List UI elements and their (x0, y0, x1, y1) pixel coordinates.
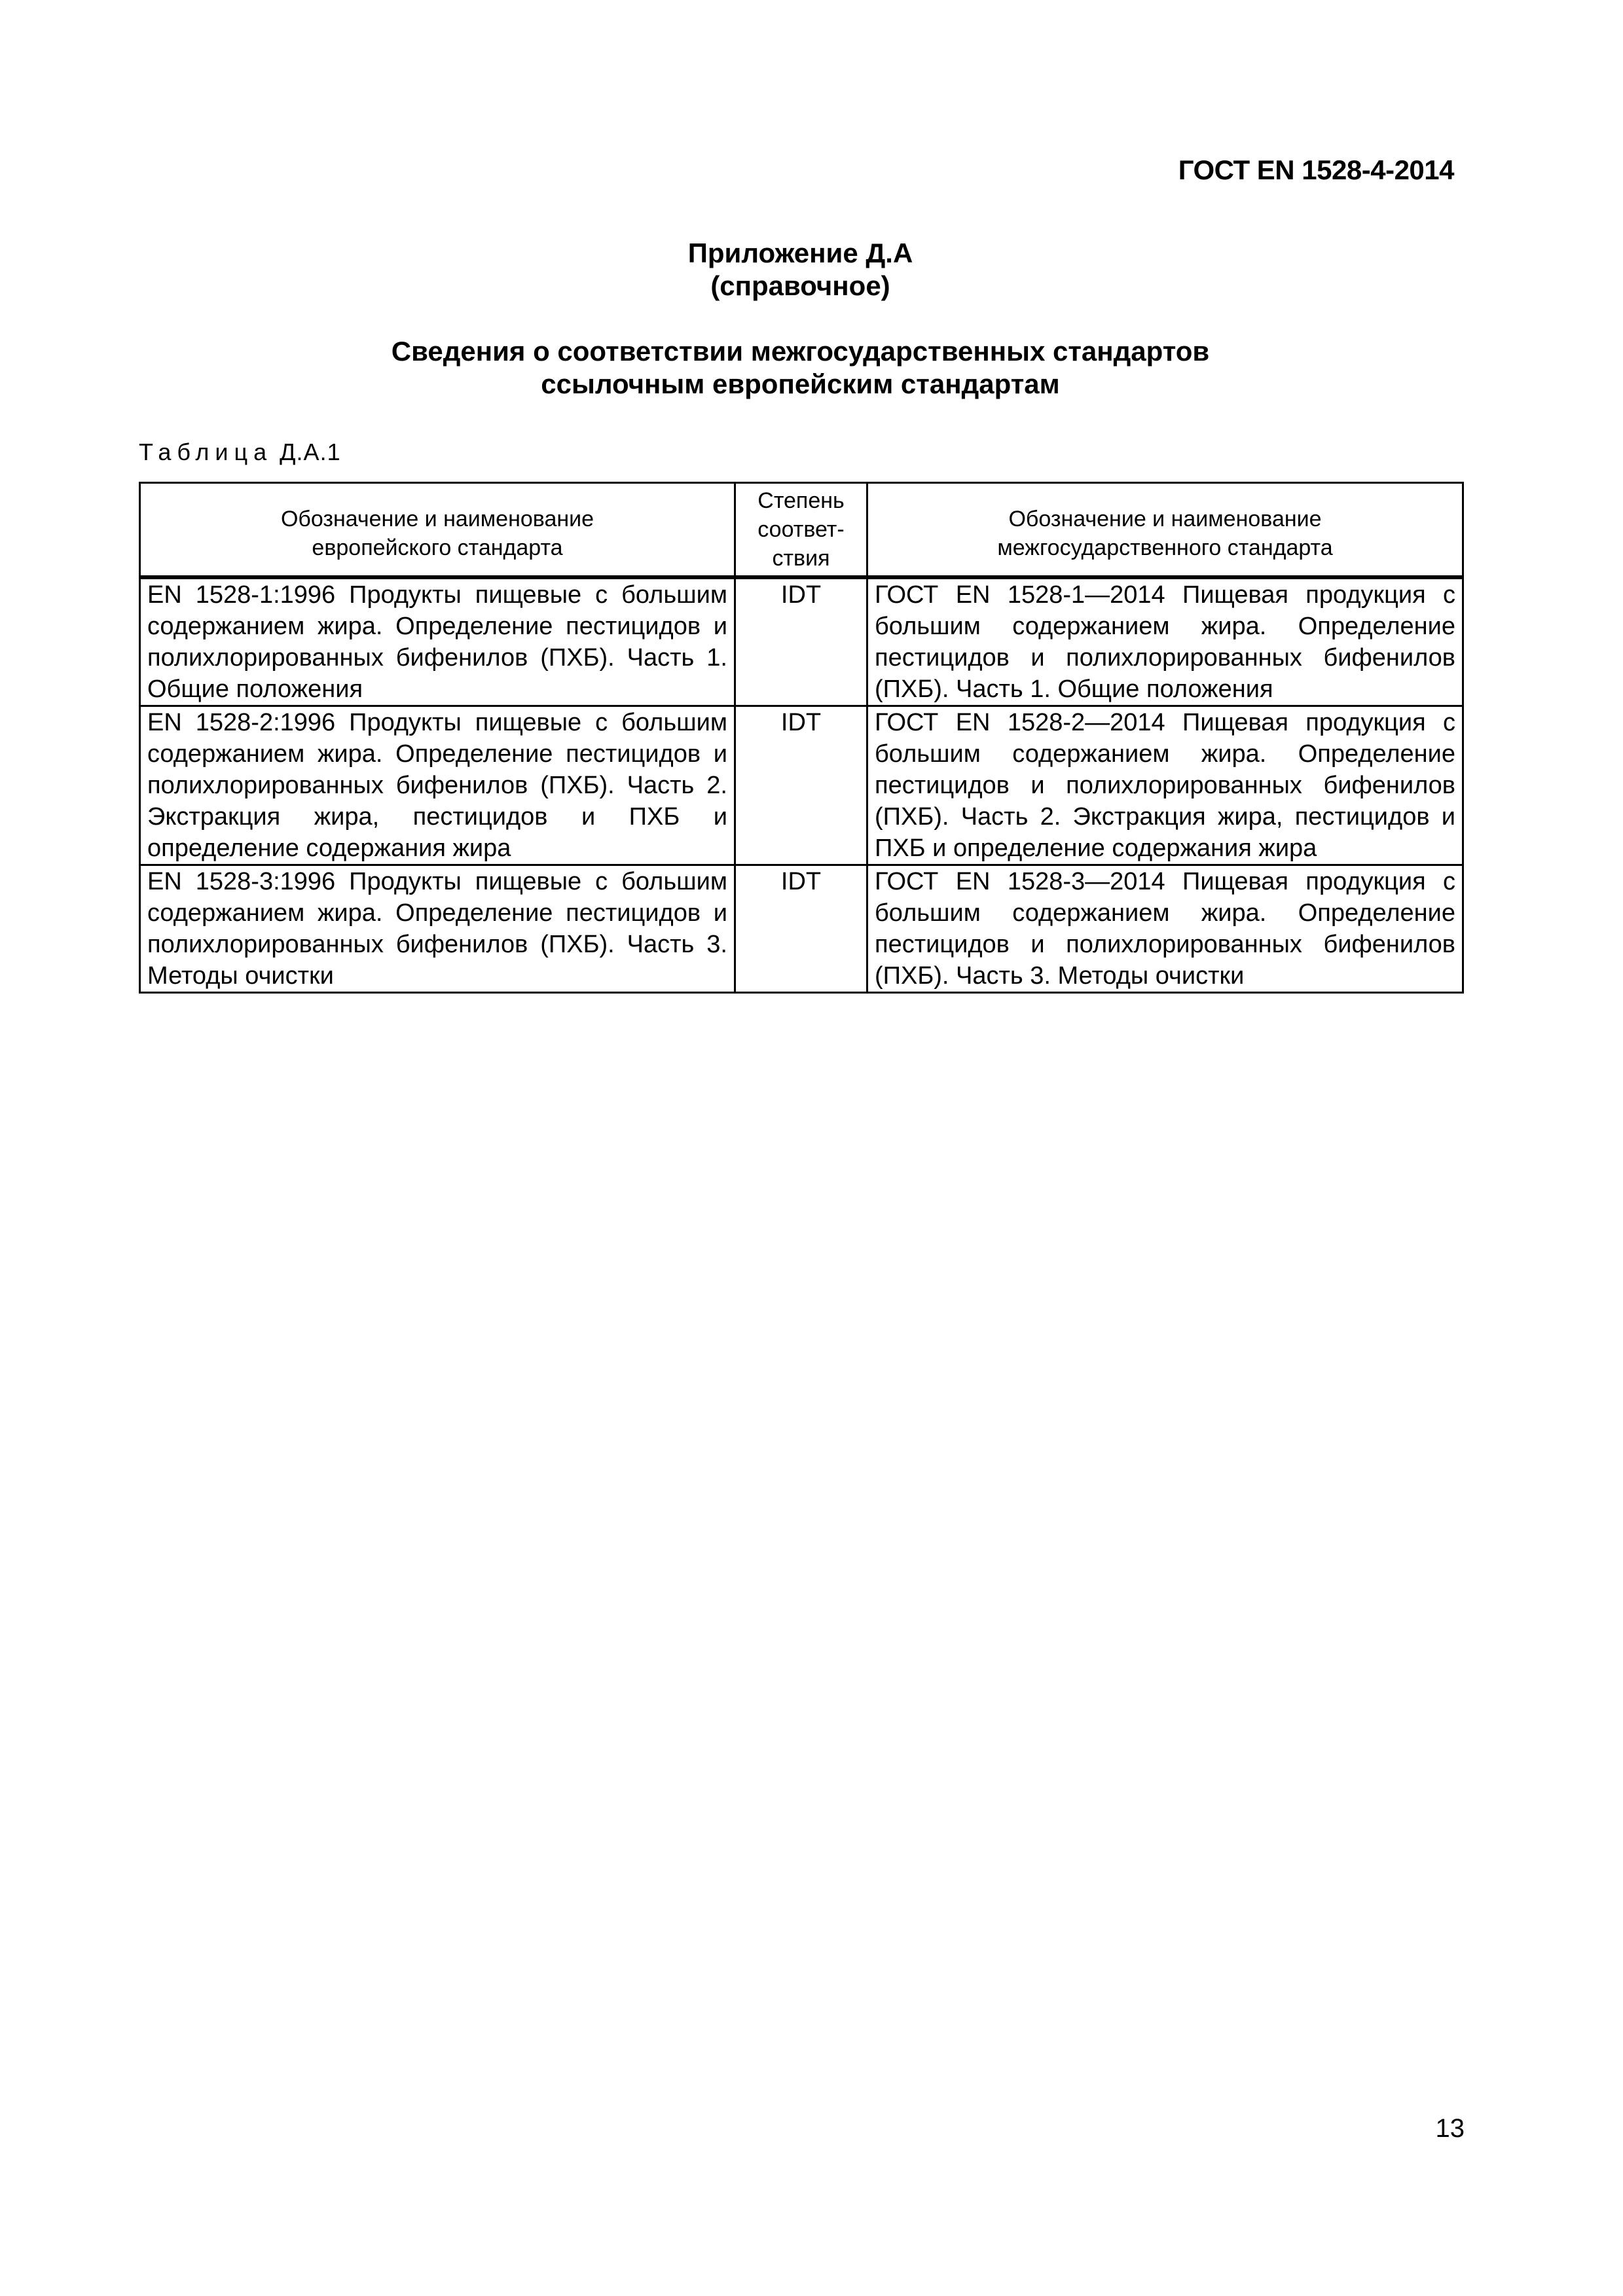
interstate-standard-cell: ГОСТ EN 1528-3—2014 Пищевая продукция с большим содержанием жира. Определение пестицидов и полихлорированных бифенилов (ПХБ). Часть 3. Методы очистки (867, 865, 1463, 993)
header-interstate-standard (867, 483, 1463, 578)
header-interstate-line-1: Обозначение и наименование (1008, 507, 1322, 531)
table-row (140, 577, 1463, 706)
header-degree (735, 483, 867, 578)
annex-title: Приложение Д.А (687, 238, 913, 268)
annex-subtitle (139, 335, 1462, 401)
table-caption-number: Д.А.1 (280, 439, 341, 465)
interstate-standard-cell: ГОСТ EN 1528-1—2014 Пищевая продукция с большим содержанием жира. Определение пестицидов и полихлорированных бифенилов (ПХБ). Часть 1. Общие положения (867, 577, 1463, 706)
interstate-standard-cell: ГОСТ EN 1528-2—2014 Пищевая продукция с большим содержанием жира. Определение пестицидов и полихлорированных бифенилов (ПХБ). Часть 2. Экстракция жира, пестицидов и ПХБ и определение содержания жира (867, 706, 1463, 865)
subtitle-line-2: ссылочным европейским стандартам (541, 368, 1060, 399)
page-number: 13 (1435, 2114, 1465, 2143)
degree-cell: IDT (735, 865, 867, 993)
header-european-line-2: европейского стандарта (312, 535, 563, 560)
header-interstate-line-2: межгосударственного стандарта (997, 535, 1333, 560)
header-european-line-1: Обозначение и наименование (280, 507, 594, 531)
european-standard-cell: EN 1528-3:1996 Продукты пищевые с большим содержанием жира. Определение пестицидов и полихлорированных бифенилов (ПХБ). Часть 3. Методы очистки (140, 865, 735, 993)
table-caption (139, 439, 341, 466)
table-header-row (140, 483, 1463, 578)
document-code: ГОСТ EN 1528-4-2014 (1178, 154, 1454, 185)
header-degree-line-3: ствия (772, 546, 830, 571)
table-row (140, 865, 1463, 993)
degree-cell: IDT (735, 706, 867, 865)
annex-heading (139, 237, 1462, 302)
european-standard-cell: EN 1528-1:1996 Продукты пищевые с большим содержанием жира. Определение пестицидов и полихлорированных бифенилов (ПХБ). Часть 1. Общие положения (140, 577, 735, 706)
header-degree-line-2: соответ- (757, 517, 845, 542)
header-european-standard (140, 483, 735, 578)
annex-type: (справочное) (710, 270, 890, 301)
degree-cell: IDT (735, 577, 867, 706)
correspondence-table (139, 482, 1464, 994)
table-row (140, 706, 1463, 865)
subtitle-line-1: Сведения о соответствии межгосударственных стандартов (391, 336, 1210, 367)
european-standard-cell: EN 1528-2:1996 Продукты пищевые с большим содержанием жира. Определение пестицидов и полихлорированных бифенилов (ПХБ). Часть 2. Экстракция жира, пестицидов и ПХБ и определение содержания жира (140, 706, 735, 865)
header-degree-line-1: Степень (757, 488, 845, 513)
table-caption-prefix: Таблица (139, 439, 273, 465)
